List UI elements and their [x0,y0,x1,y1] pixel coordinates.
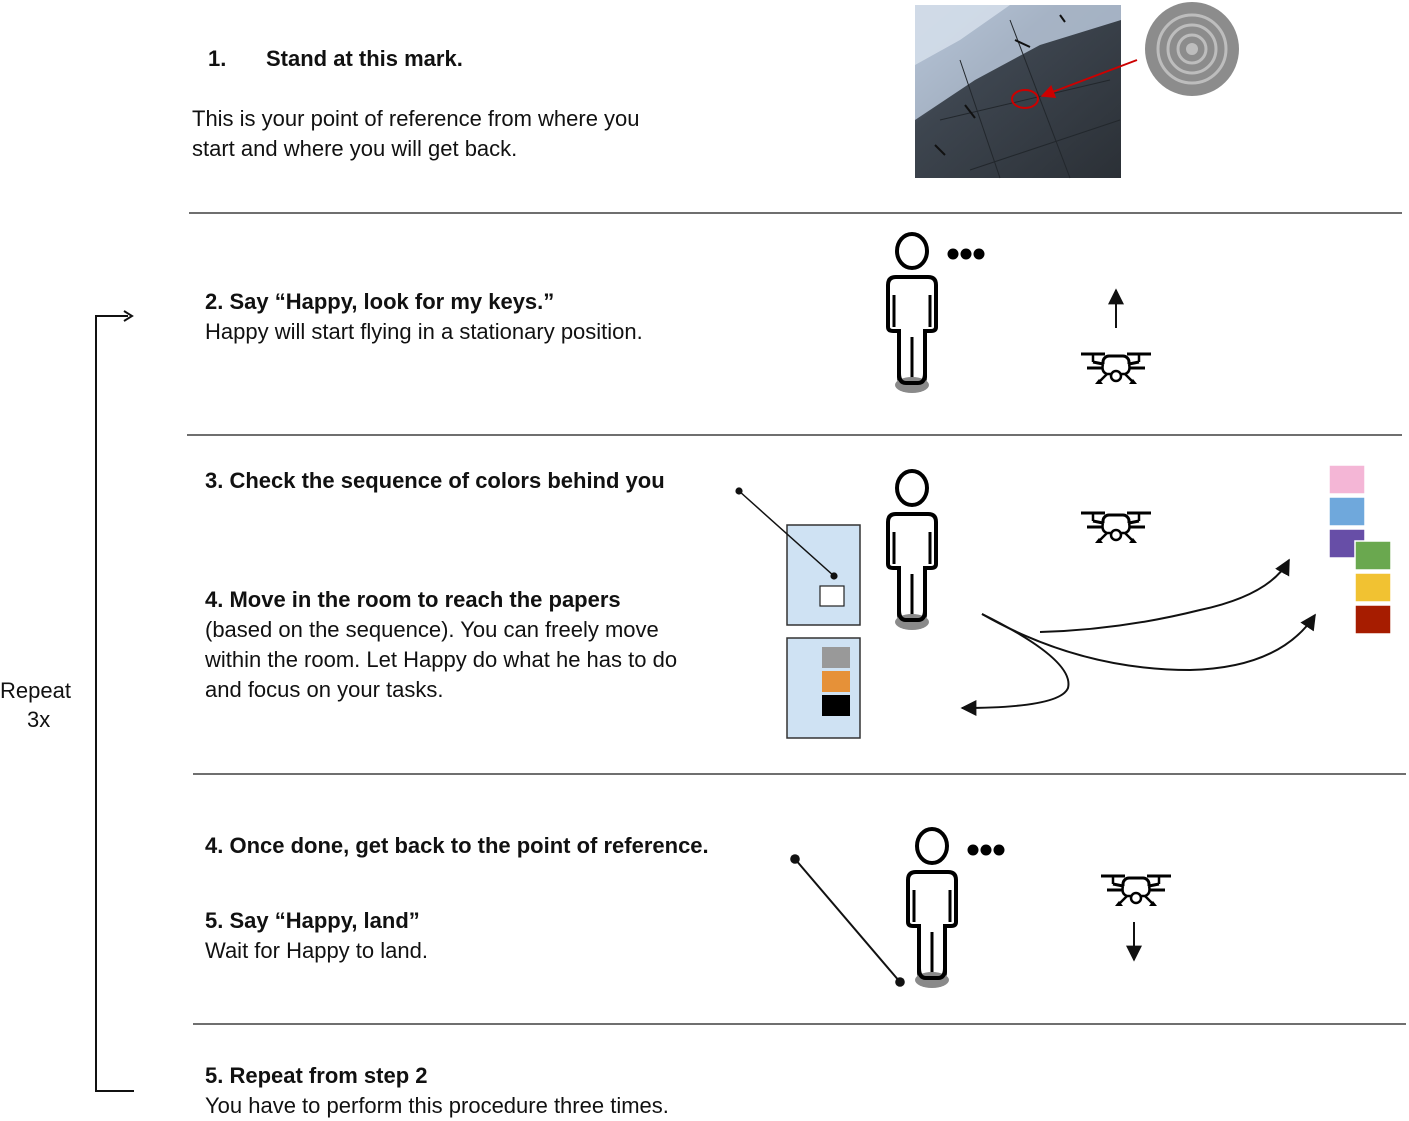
step4-title: 4. Move in the room to reach the papers [205,587,621,612]
drone-icon [1081,354,1151,384]
drone-icon [1101,876,1171,906]
step6-title: 5. Repeat from step 2 [205,1063,428,1088]
person-icon [888,471,936,630]
person-icon [908,829,956,988]
step5-title: 5. Say “Happy, land” [205,908,420,933]
repeat-label-line2: 3x [27,707,51,732]
step1-title: Stand at this mark. [266,46,463,71]
step1-desc-line1: This is your point of reference from where you [192,106,640,131]
floor-photo [915,5,1121,178]
step1-number: 1. [208,46,227,71]
step4b-title: 4. Once done, get back to the point of reference. [205,833,709,858]
step4-desc-line2: within the room. Let Happy do what he has to do [205,647,678,672]
step4-desc-line3: and focus on your tasks. [205,677,444,702]
person-icon [888,234,936,393]
speech-dots-icon [948,249,985,260]
speech-dots-icon [968,845,1005,856]
drone-icon [1081,513,1151,543]
step1-desc-line2: start and where you will get back. [192,136,518,161]
step4-desc-line1: (based on the sequence). You can freely move [205,617,659,642]
step6-desc: You have to perform this procedure three times. [205,1093,669,1118]
step2-desc: Happy will start flying in a stationary position. [205,319,643,344]
movement-paths [962,560,1315,708]
repeat-bracket [96,311,134,1091]
target-mark-icon [1145,2,1239,96]
step3-title: 3. Check the sequence of colors behind you [205,468,665,493]
paper-blank [787,525,860,625]
pointer-line-return [795,859,900,982]
repeat-label-line1: Repeat [0,678,71,703]
step5-desc: Wait for Happy to land. [205,938,428,963]
step2-title: 2. Say “Happy, look for my keys.” [205,289,555,314]
wall-colors [1329,465,1391,634]
paper-sequence [787,638,860,738]
